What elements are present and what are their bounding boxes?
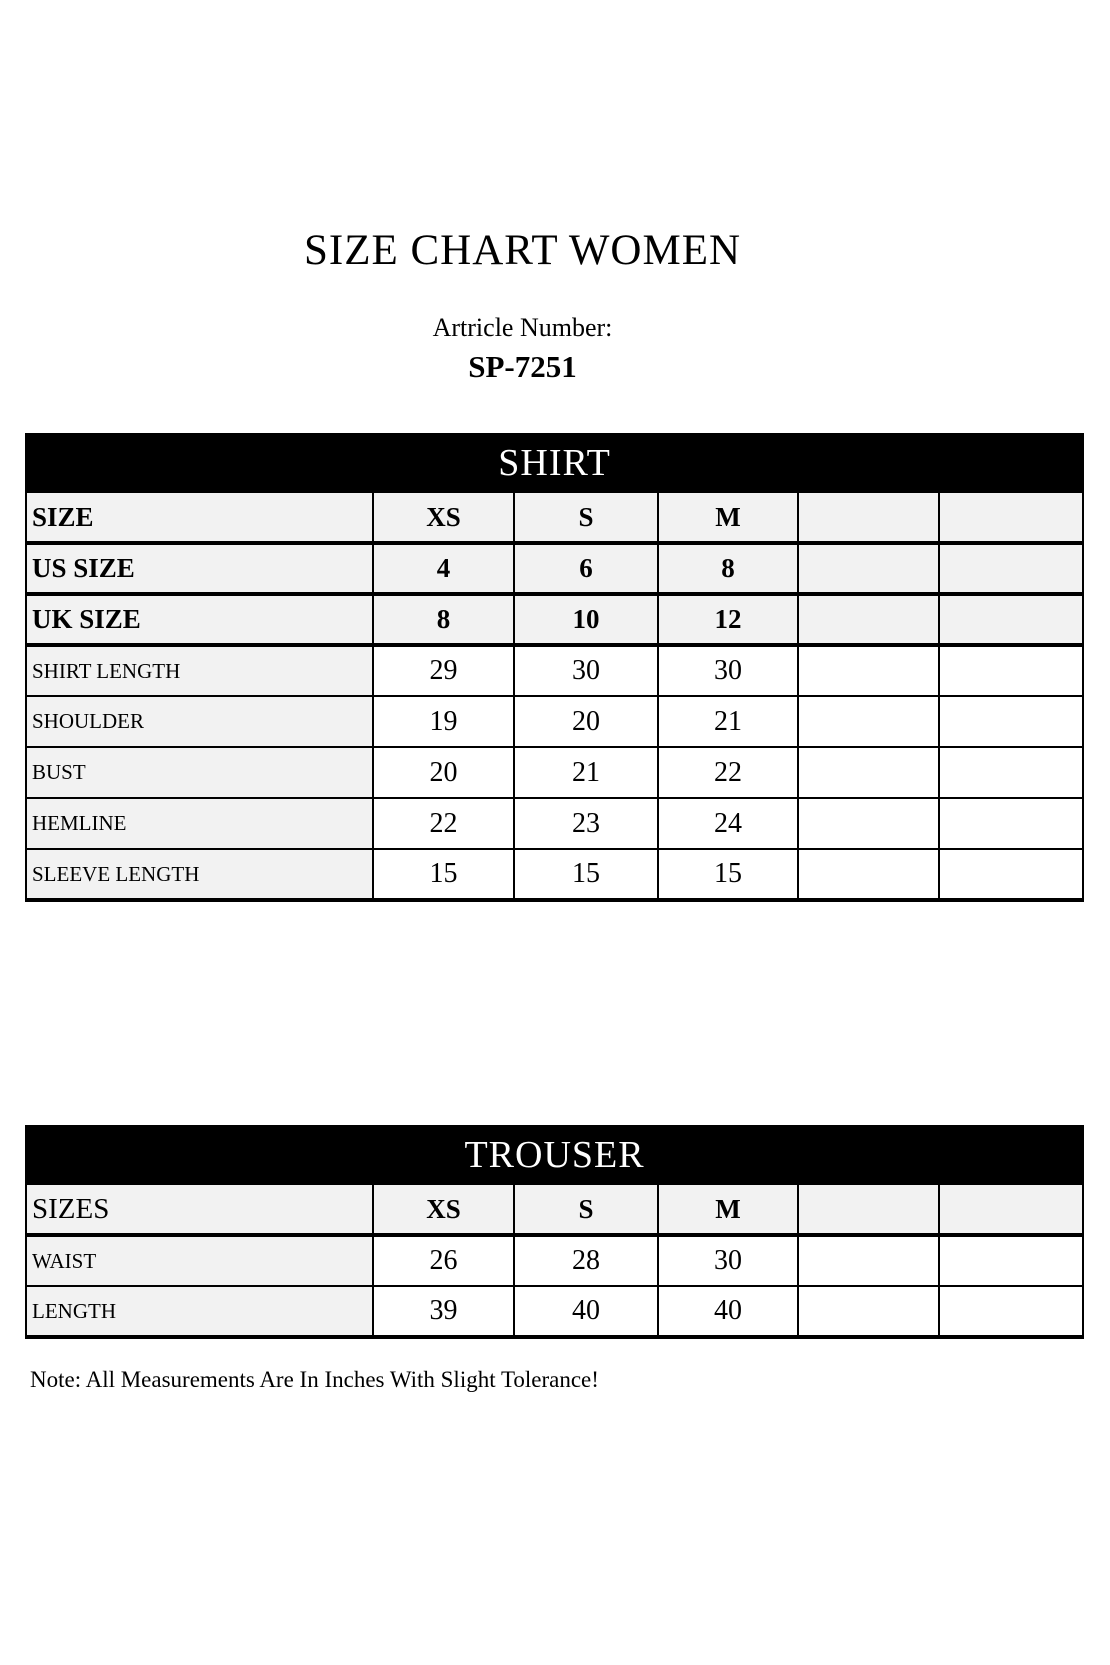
empty-cell: [798, 645, 939, 696]
empty-cell: [939, 594, 1083, 645]
row-label-cell: WAIST: [26, 1235, 373, 1286]
page-title: SIZE CHART WOMEN: [303, 227, 742, 274]
empty-cell: [798, 798, 939, 849]
shirt-size-table: [25, 433, 1084, 902]
value-cell: 15: [658, 849, 798, 900]
empty-cell: [939, 1235, 1083, 1286]
trouser-table-title: TROUSER: [26, 1126, 1083, 1184]
empty-cell: [798, 543, 939, 594]
row-label-cell: BUST: [26, 747, 373, 798]
row-label-cell: UK SIZE: [26, 594, 373, 645]
article-number-value: SP-7251: [468, 349, 577, 384]
value-cell: 6: [514, 543, 658, 594]
empty-cell: [798, 594, 939, 645]
row-label-cell: HEMLINE: [26, 798, 373, 849]
row-label-cell: US SIZE: [26, 543, 373, 594]
empty-cell: [798, 849, 939, 900]
value-cell: 21: [514, 747, 658, 798]
empty-cell: [798, 1235, 939, 1286]
measurements-note: Note: All Measurements Are In Inches With Slight Tolerance!: [30, 1367, 599, 1392]
value-cell: 40: [514, 1286, 658, 1337]
shirt-table-title: SHIRT: [26, 434, 1083, 492]
empty-cell: [939, 492, 1083, 543]
value-cell: 30: [514, 645, 658, 696]
value-cell: 20: [514, 696, 658, 747]
empty-cell: [798, 1286, 939, 1337]
value-cell: 40: [658, 1286, 798, 1337]
value-cell: 23: [514, 798, 658, 849]
shirt-length-row: [26, 645, 1083, 696]
empty-cell: [939, 849, 1083, 900]
value-cell: 12: [658, 594, 798, 645]
value-cell: 15: [514, 849, 658, 900]
value-cell: 29: [373, 645, 514, 696]
value-cell: 22: [658, 747, 798, 798]
empty-cell: [939, 1286, 1083, 1337]
shirt-table-header-row: [26, 434, 1083, 492]
empty-cell: [939, 543, 1083, 594]
value-cell: 30: [658, 645, 798, 696]
value-cell: XS: [373, 1184, 514, 1235]
shirt-size-row: [26, 492, 1083, 543]
trouser-size-table: [25, 1125, 1084, 1339]
value-cell: 30: [658, 1235, 798, 1286]
hemline-row: [26, 798, 1083, 849]
shoulder-row: [26, 696, 1083, 747]
trouser-table-header-row: [26, 1126, 1083, 1184]
row-label-cell: SHIRT LENGTH: [26, 645, 373, 696]
value-cell: 28: [514, 1235, 658, 1286]
empty-cell: [798, 747, 939, 798]
value-cell: M: [658, 492, 798, 543]
value-cell: 4: [373, 543, 514, 594]
empty-cell: [939, 1184, 1083, 1235]
row-label-cell: SIZES: [26, 1184, 373, 1235]
value-cell: 21: [658, 696, 798, 747]
value-cell: 39: [373, 1286, 514, 1337]
row-label-cell: SIZE: [26, 492, 373, 543]
empty-cell: [939, 696, 1083, 747]
sleeve-length-row: [26, 849, 1083, 900]
length-row: [26, 1286, 1083, 1337]
row-label-cell: LENGTH: [26, 1286, 373, 1337]
value-cell: S: [514, 492, 658, 543]
value-cell: 8: [658, 543, 798, 594]
value-cell: 15: [373, 849, 514, 900]
value-cell: M: [658, 1184, 798, 1235]
empty-cell: [939, 798, 1083, 849]
empty-cell: [798, 696, 939, 747]
waist-row: [26, 1235, 1083, 1286]
value-cell: 26: [373, 1235, 514, 1286]
value-cell: XS: [373, 492, 514, 543]
value-cell: 10: [514, 594, 658, 645]
empty-cell: [798, 1184, 939, 1235]
shirt-us-size-row: [26, 543, 1083, 594]
value-cell: 20: [373, 747, 514, 798]
value-cell: S: [514, 1184, 658, 1235]
value-cell: 22: [373, 798, 514, 849]
shirt-uk-size-row: [26, 594, 1083, 645]
value-cell: 19: [373, 696, 514, 747]
value-cell: 8: [373, 594, 514, 645]
trouser-sizes-row: [26, 1184, 1083, 1235]
value-cell: 24: [658, 798, 798, 849]
bust-row: [26, 747, 1083, 798]
row-label-cell: SLEEVE LENGTH: [26, 849, 373, 900]
empty-cell: [798, 492, 939, 543]
empty-cell: [939, 645, 1083, 696]
article-number-label: Artricle Number:: [432, 313, 613, 342]
heading-block: [0, 0, 1045, 385]
row-label-cell: SHOULDER: [26, 696, 373, 747]
empty-cell: [939, 747, 1083, 798]
